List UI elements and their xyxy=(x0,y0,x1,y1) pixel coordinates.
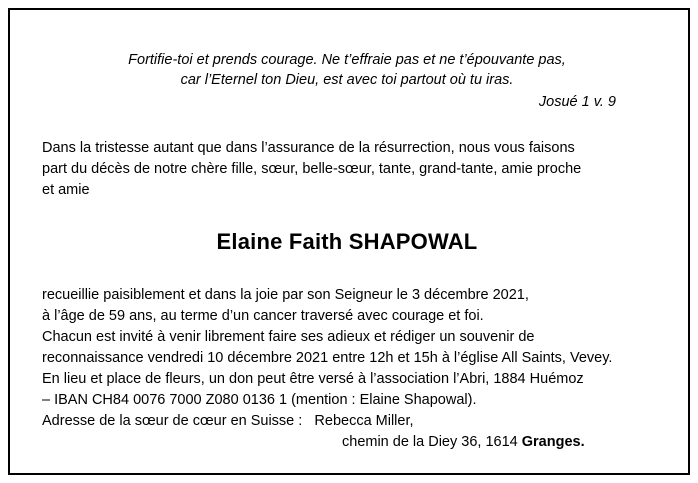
body-paragraph xyxy=(32,285,662,453)
address-street-row xyxy=(42,432,662,453)
announcement-paragraph xyxy=(32,138,662,201)
document-content xyxy=(32,50,662,453)
document-border-frame xyxy=(8,8,690,475)
address-street: chemin de la Diey 36, 1614 xyxy=(342,434,522,450)
body-line-1: recueillie paisiblement et dans la joie par son Seigneur le 3 décembre 2021, xyxy=(42,287,529,303)
address-row xyxy=(42,411,662,432)
body-line-6: – IBAN CH84 0076 7000 Z080 0136 1 (mention : Elaine Shapowal). xyxy=(42,392,477,408)
deceased-name: Elaine Faith SHAPOWAL xyxy=(216,229,478,254)
body-line-5: En lieu et place de fleurs, un don peut être versé à l’association l’Abri, 1884 Huémoz xyxy=(42,371,584,387)
address-city: Granges. xyxy=(521,434,585,450)
body-line-3: Chacun est invité à venir librement faire ses adieux et rédiger un souvenir de xyxy=(42,329,535,345)
address-label: Adresse de la sœur de cœur en Suisse : xyxy=(42,413,303,429)
scripture-reference: Josué 1 v. 9 xyxy=(538,94,616,110)
body-line-2: à l’âge de 59 ans, au terme d’un cancer traversé avec courage et foi. xyxy=(42,308,484,324)
scripture-line-1: Fortifie-toi et prends courage. Ne t’effraie pas et ne t’épouvante pas, xyxy=(128,52,566,68)
announcement-line-3: et amie xyxy=(42,182,90,198)
body-line-4: reconnaissance vendredi 10 décembre 2021 entre 12h et 15h à l’église All Saints, Vevey. xyxy=(42,350,613,366)
announcement-line-2: part du décès de notre chère fille, sœur, belle-sœur, tante, grand-tante, amie proche xyxy=(42,161,582,177)
announcement-line-1: Dans la tristesse autant que dans l’assurance de la résurrection, nous vous faisons xyxy=(42,140,575,156)
scripture-quote xyxy=(32,50,662,90)
address-contact-name: Rebecca Miller, xyxy=(314,413,414,429)
scripture-line-2: car l’Eternel ton Dieu, est avec toi partout où tu iras. xyxy=(180,72,514,88)
